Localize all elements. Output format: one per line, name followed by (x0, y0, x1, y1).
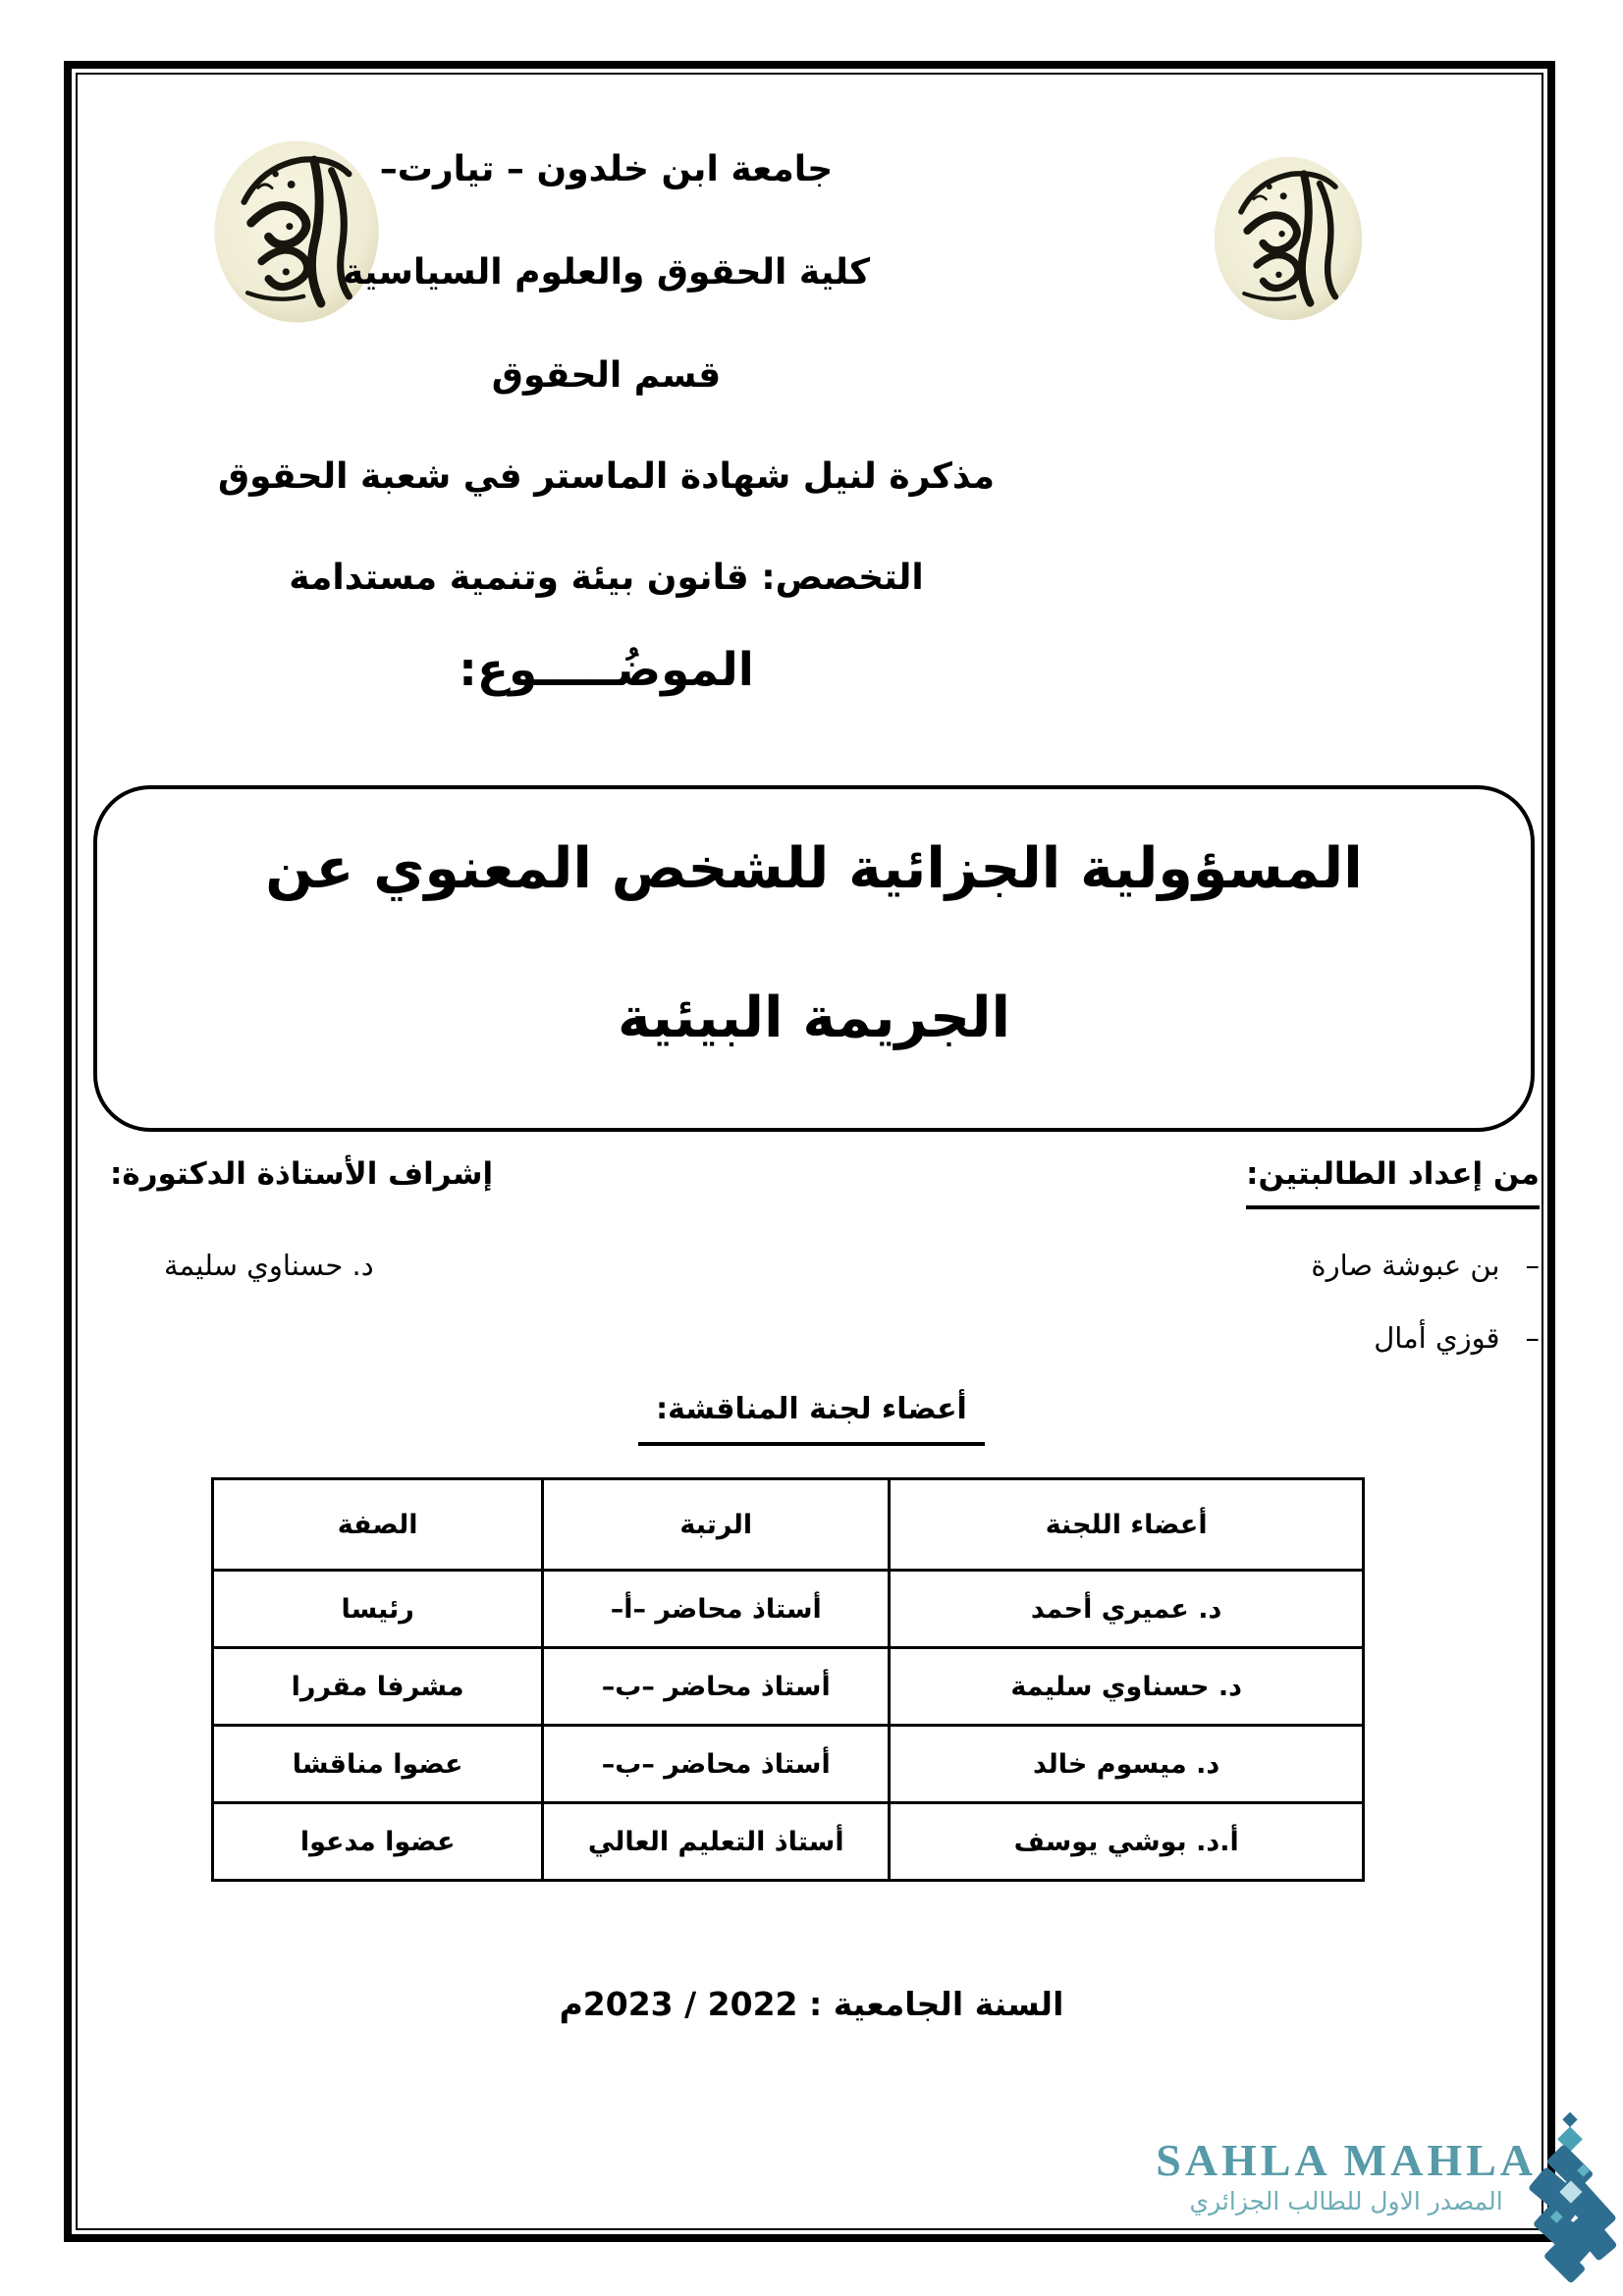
department-name-line: قسم الحقوق (491, 355, 722, 396)
committee-heading: أعضاء لجنة المناقشة: (638, 1392, 985, 1446)
table-row (213, 1648, 1364, 1726)
member-rank-cell: أستاذ محاضر –ب– (543, 1726, 890, 1803)
table-header-row (213, 1479, 1364, 1571)
member-rank-cell: أستاذ التعليم العالي (543, 1803, 890, 1881)
subject-label: الموضُـــــوع: (459, 643, 754, 697)
member-rank-cell: أستاذ محاضر –ب– (543, 1648, 890, 1726)
table-row (213, 1726, 1364, 1803)
memoir-type-line: مذكرة لنيل شهادة الماستر في شعبة الحقوق (217, 456, 996, 497)
supervisor-block (110, 1156, 581, 1282)
column-header-role: الصفة (213, 1479, 543, 1571)
faculty-name-line: كلية الحقوق والعلوم السياسية (342, 252, 871, 293)
table-row (213, 1803, 1364, 1881)
supervisor-heading: إشراف الأستاذة الدكتورة: (110, 1156, 494, 1192)
university-seal-icon (1210, 147, 1367, 330)
specialty-line: التخصص: قانون بيئة وتنمية مستدامة (289, 558, 924, 598)
university-name-line: جامعة ابن خلدون – تيارت– (379, 149, 834, 189)
watermark-brand-text: SAHLA MAHLA (1156, 2135, 1537, 2185)
column-header-rank: الرتبة (543, 1479, 890, 1571)
kufic-calligraphy-logo-icon (1515, 2112, 1623, 2291)
member-rank-cell: أستاذ محاضر –أ– (543, 1571, 890, 1648)
watermark-tagline: المصدر الاول للطالب الجزائري (1189, 2187, 1503, 2216)
member-role-cell: رئيسا (213, 1571, 543, 1648)
member-role-cell: مشرفا مقررا (213, 1648, 543, 1726)
students-heading: من إعداد الطالبتين: (1246, 1156, 1540, 1209)
list-dash: – (1525, 1321, 1540, 1355)
thesis-title-line-2: الجريمة البيئية (617, 986, 1011, 1050)
member-name-cell: د. حسناوي سليمة (890, 1648, 1364, 1726)
member-name-cell: د. عميري أحمد (890, 1571, 1364, 1648)
student-name-text: بن عبوشة صارة (1311, 1249, 1500, 1282)
thesis-title-line-1: المسؤولية الجزائية للشخص المعنوي عن (265, 836, 1363, 901)
list-dash: – (1525, 1249, 1540, 1282)
committee-heading-wrap (0, 1392, 1623, 1446)
table-row (213, 1571, 1364, 1648)
students-block (1198, 1156, 1540, 1355)
academic-year-line: السنة الجامعية : 2022 / 2023م (559, 1985, 1064, 2023)
supervisor-name: د. حسناوي سليمة (164, 1249, 374, 1282)
column-header-members: أعضاء اللجنة (890, 1479, 1364, 1571)
student-name (1311, 1321, 1540, 1355)
student-name-text: قوزي أمال (1374, 1321, 1500, 1355)
member-name-cell: د. ميسوم خالد (890, 1726, 1364, 1803)
committee-table (211, 1477, 1365, 1882)
thesis-title-box (93, 785, 1535, 1132)
member-role-cell: عضوا مناقشا (213, 1726, 543, 1803)
student-name (1311, 1249, 1540, 1282)
member-name-cell: أ.د. بوشي يوسف (890, 1803, 1364, 1881)
watermark-block (1156, 2135, 1537, 2216)
member-role-cell: عضوا مدعوا (213, 1803, 543, 1881)
